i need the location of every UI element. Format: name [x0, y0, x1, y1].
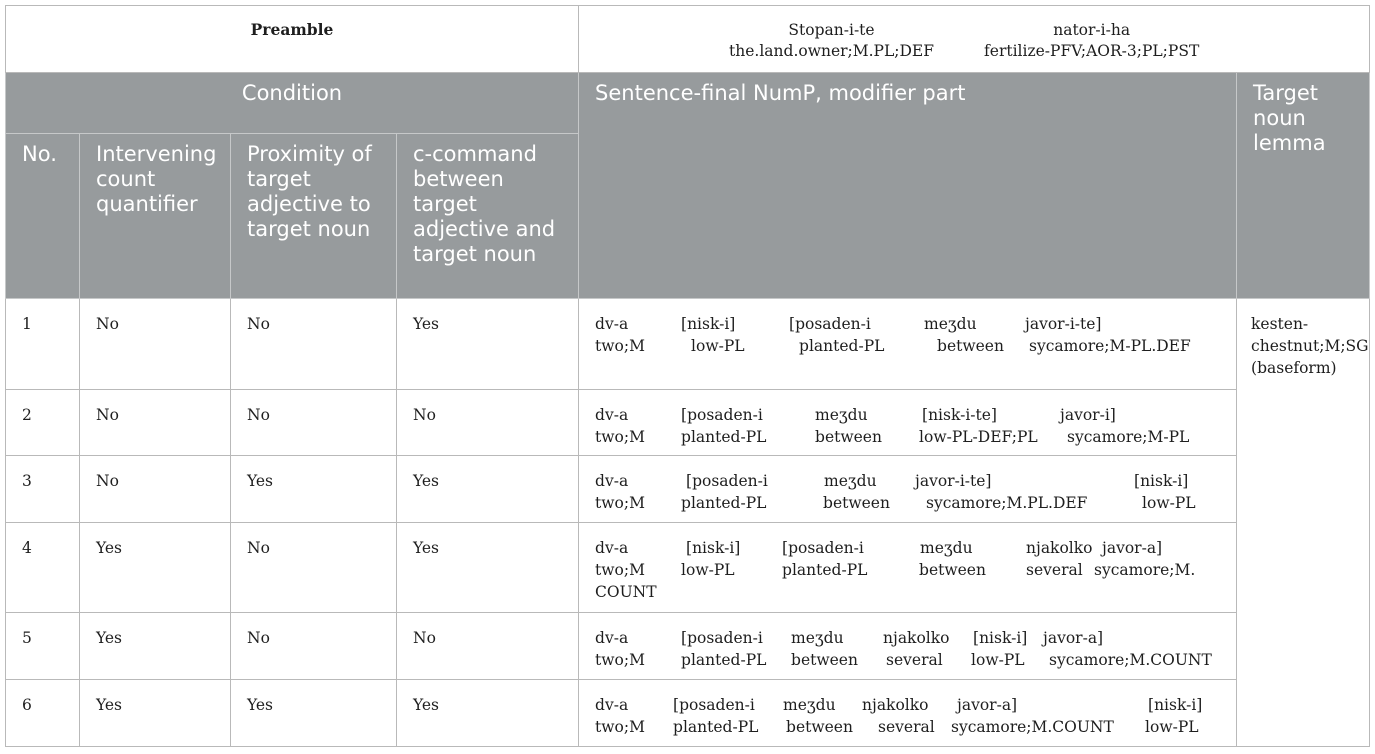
cell-intervening: No [80, 299, 231, 390]
preamble-gloss [579, 6, 1370, 73]
gloss-gloss: planted-PL [681, 428, 767, 446]
gloss-gloss: sycamore;M.COUNT [1049, 651, 1212, 669]
gloss-gloss: between [823, 494, 890, 512]
gloss-form: [nisk-i-te] [922, 406, 997, 424]
gloss-gloss: low-PL [1145, 718, 1199, 736]
gloss-gloss: between [786, 718, 853, 736]
gloss-gloss: planted-PL [681, 651, 767, 669]
gloss-form: meʒdu [924, 315, 977, 333]
gloss-gloss: several [1026, 561, 1083, 579]
gloss-form: [posaden-i [789, 315, 871, 333]
cell-sentence-gloss [579, 680, 1237, 747]
gloss-gloss: two;M [595, 718, 645, 736]
table-row [6, 523, 1370, 613]
gloss-gloss: between [919, 561, 986, 579]
preamble-form: Stopan-i-te [788, 21, 875, 39]
cell-no: 3 [6, 456, 80, 523]
header-intervening: Intervening count quantifier [80, 134, 231, 299]
gloss-gloss: sycamore;M-PL [1067, 428, 1190, 446]
gloss-gloss: between [791, 651, 858, 669]
gloss-form: javor-i-te] [1025, 315, 1102, 333]
table-row [6, 456, 1370, 523]
table-row [6, 680, 1370, 747]
cell-no: 5 [6, 613, 80, 680]
header-ccommand: c-command between target adjective and target noun [397, 134, 579, 299]
gloss-gloss: sycamore;M.COUNT [951, 718, 1114, 736]
cell-intervening: No [80, 390, 231, 456]
gloss-form: [nisk-i] [1148, 696, 1203, 714]
cell-sentence-gloss [579, 456, 1237, 523]
cell-proximity: No [231, 299, 397, 390]
cell-ccommand: Yes [397, 456, 579, 523]
gloss-form: javor-a] [957, 696, 1018, 714]
gloss-form: [posaden-i [686, 472, 768, 490]
gloss-form: [posaden-i [681, 406, 763, 424]
gloss-form: meʒdu [824, 472, 877, 490]
gloss-form: [posaden-i [681, 629, 763, 647]
cell-sentence-gloss [579, 613, 1237, 680]
cell-proximity: Yes [231, 456, 397, 523]
experiment-conditions-table [5, 5, 1370, 747]
gloss-form: meʒdu [783, 696, 836, 714]
gloss-form: javor-a] [1043, 629, 1104, 647]
cell-intervening: Yes [80, 680, 231, 747]
table-row [6, 613, 1370, 680]
gloss-gloss: two;M [595, 337, 645, 355]
gloss-gloss: several [878, 718, 935, 736]
gloss-gloss: sycamore;M-PL.DEF [1029, 337, 1191, 355]
gloss-gloss: low-PL-DEF;PL [919, 428, 1038, 446]
gloss-form: dv-a [595, 539, 629, 557]
lemma-note: (baseform) [1251, 359, 1337, 377]
gloss-gloss: sycamore;M. [1094, 561, 1196, 579]
gloss-gloss: low-PL [971, 651, 1025, 669]
gloss-gloss: two;M [595, 561, 645, 579]
cell-sentence-gloss [579, 390, 1237, 456]
gloss-gloss: planted-PL [799, 337, 885, 355]
cell-ccommand: Yes [397, 523, 579, 613]
gloss-gloss: low-PL [1142, 494, 1196, 512]
preamble-form: nator-i-ha [1053, 21, 1131, 39]
gloss-gloss: several [886, 651, 943, 669]
gloss-form: javor-i] [1060, 406, 1116, 424]
preamble-gloss-text: fertilize-PFV;AOR-3;PL;PST [984, 42, 1200, 60]
gloss-gloss: between [937, 337, 1004, 355]
gloss-form: njakolko [862, 696, 929, 714]
cell-sentence-gloss [579, 299, 1237, 390]
gloss-form: dv-a [595, 406, 629, 424]
gloss-form: njakolko [883, 629, 950, 647]
gloss-form: [nisk-i] [1134, 472, 1189, 490]
header-proximity: Proximity of target adjective to target noun [231, 134, 397, 299]
cell-no: 6 [6, 680, 80, 747]
table-row [6, 299, 1370, 390]
gloss-gloss: sycamore;M.PL.DEF [926, 494, 1088, 512]
cell-ccommand: No [397, 390, 579, 456]
preamble-word [729, 20, 934, 62]
gloss-form: njakolko [1026, 539, 1093, 557]
cell-no: 4 [6, 523, 80, 613]
cell-sentence-gloss [579, 523, 1237, 613]
gloss-form: dv-a [595, 696, 629, 714]
lemma-form: kesten- [1251, 315, 1309, 333]
cell-ccommand: Yes [397, 680, 579, 747]
gloss-form: javor-i-te] [915, 472, 992, 490]
gloss-gloss: low-PL [691, 337, 745, 355]
gloss-form: meʒdu [815, 406, 868, 424]
gloss-form: [nisk-i] [681, 315, 736, 333]
header-sentence: Sentence-final NumP, modifier part [579, 73, 1237, 299]
preamble-title: Preamble [6, 6, 579, 73]
cell-intervening: No [80, 456, 231, 523]
preamble-word [984, 20, 1199, 62]
gloss-form: [posaden-i [782, 539, 864, 557]
cell-proximity: Yes [231, 680, 397, 747]
gloss-form: dv-a [595, 472, 629, 490]
table-row [6, 390, 1370, 456]
cell-ccommand: Yes [397, 299, 579, 390]
gloss-gloss: two;M [595, 494, 645, 512]
header-condition: Condition [6, 73, 579, 134]
cell-proximity: No [231, 390, 397, 456]
gloss-form: [nisk-i] [973, 629, 1028, 647]
gloss-form: dv-a [595, 315, 629, 333]
gloss-gloss: two;M [595, 428, 645, 446]
header-no: No. [6, 134, 80, 299]
gloss-form: meʒdu [791, 629, 844, 647]
gloss-form: [posaden-i [673, 696, 755, 714]
gloss-gloss: planted-PL [673, 718, 759, 736]
gloss-gloss: low-PL [681, 561, 735, 579]
cell-ccommand: No [397, 613, 579, 680]
cell-target-noun-lemma [1237, 299, 1370, 747]
lemma-gloss: chestnut;M;SG [1251, 337, 1369, 355]
cell-no: 1 [6, 299, 80, 390]
gloss-form: meʒdu [920, 539, 973, 557]
cell-intervening: Yes [80, 613, 231, 680]
preamble-gloss-text: the.land.owner;M.PL;DEF [729, 42, 934, 60]
cell-proximity: No [231, 523, 397, 613]
header-target-noun: Target noun lemma [1237, 73, 1370, 299]
cell-proximity: No [231, 613, 397, 680]
gloss-gloss: planted-PL [681, 494, 767, 512]
gloss-form: javor-a] [1102, 539, 1163, 557]
gloss-form: [nisk-i] [686, 539, 741, 557]
gloss-gloss-wrap: COUNT [595, 583, 657, 601]
gloss-form: dv-a [595, 629, 629, 647]
cell-intervening: Yes [80, 523, 231, 613]
gloss-gloss: planted-PL [782, 561, 868, 579]
gloss-gloss: two;M [595, 651, 645, 669]
gloss-gloss: between [815, 428, 882, 446]
cell-no: 2 [6, 390, 80, 456]
